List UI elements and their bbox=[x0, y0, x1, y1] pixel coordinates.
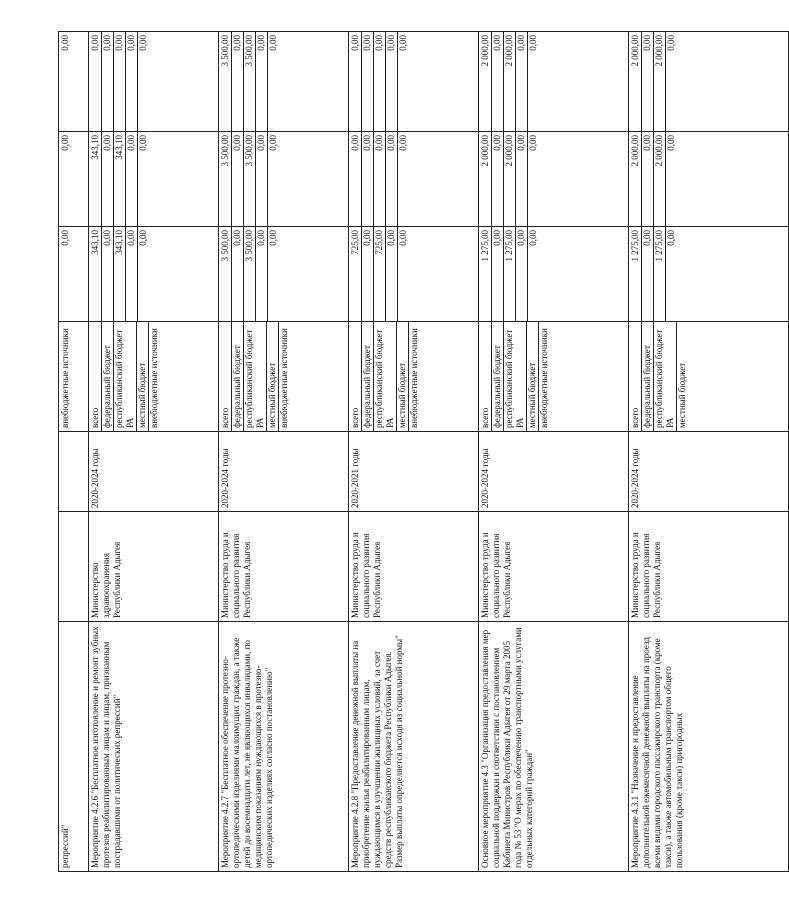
value-cell bbox=[479, 132, 629, 227]
value: 2 000,00 bbox=[504, 32, 516, 131]
value: 3 500,00 bbox=[220, 32, 232, 131]
value: 0,00 bbox=[138, 230, 148, 246]
value: 725,00 bbox=[350, 227, 362, 321]
source-label: внебюджетные источники bbox=[409, 328, 419, 428]
table-row bbox=[629, 32, 789, 872]
value-cell bbox=[219, 32, 349, 132]
source-cell bbox=[59, 322, 89, 432]
period-cell: 2020-2024 годы bbox=[479, 432, 629, 512]
value-cell bbox=[349, 132, 479, 227]
value: 2 000,00 bbox=[480, 32, 492, 131]
value: 2 000,00 bbox=[654, 132, 666, 226]
measure-cell: Мероприятие 4.2.8 "Предоставление денежной выплаты на приобретение жилья реабилитированным лицам, нуждающимся в улучшении жилищных условий, за счет средств республиканского бюджета Республики Адыгея. Размер выплаты определяется исходя из социальной нормы" bbox=[349, 622, 479, 872]
source-label: республиканский бюджет РА bbox=[654, 322, 677, 431]
source-label: федеральный бюджет bbox=[232, 322, 244, 431]
value: 3 500,00 bbox=[244, 32, 256, 131]
value: 0,00 bbox=[666, 230, 676, 246]
value-cell bbox=[89, 132, 219, 227]
value: 2 000,00 bbox=[480, 132, 492, 226]
measure-cell: Мероприятие 4.2.7 "Бесплатное обеспечение протезно-ортопедическими изделиями малоимущих граждан, а также детей до восемнадцати лет, не являющихся инвалидами, по медицинским показаниям нуждающихся в протезно-ортопедических изделиях согласно постановлению" bbox=[219, 622, 349, 872]
value: 1 275,00 bbox=[480, 227, 492, 321]
value: 0,00 bbox=[268, 35, 278, 51]
value: 2 000,00 bbox=[504, 132, 516, 226]
source-label: республиканский бюджет РА bbox=[374, 322, 397, 431]
value: 3 500,00 bbox=[244, 227, 256, 321]
value-cell: 0,00 bbox=[59, 132, 89, 227]
source-label: республиканский бюджет РА bbox=[244, 322, 267, 431]
value-cell bbox=[629, 227, 789, 322]
source-label: всего bbox=[480, 322, 492, 431]
table-row bbox=[349, 32, 479, 872]
value-cell: 0,00 bbox=[59, 32, 89, 132]
value: 0,00 bbox=[232, 32, 244, 131]
measure-cell: Мероприятие 4.3.1 "Назначение и предоставление дополнительной ежемесячной денежной выплаты на проезд всеми видами городского пассажирского транспорта (кроме такси), а также автомобильным транспортом общего пользования (кроме такси) пригородных bbox=[629, 622, 789, 872]
value: 0,00 bbox=[350, 32, 362, 131]
value: 0,00 bbox=[350, 132, 362, 226]
value: 0,00 bbox=[492, 132, 504, 226]
value: 0,00 bbox=[232, 227, 244, 321]
source-label: внебюджетные источники bbox=[149, 328, 159, 428]
value-cell bbox=[629, 32, 789, 132]
source-label: местный бюджет bbox=[267, 322, 279, 431]
period-cell: 2020-2021 годы bbox=[349, 432, 479, 512]
executor-cell bbox=[59, 512, 89, 622]
table-row bbox=[219, 32, 349, 872]
value: 0,00 bbox=[126, 32, 138, 131]
source-label: всего bbox=[630, 322, 642, 431]
value: 0,00 bbox=[528, 35, 538, 51]
value: 3 500,00 bbox=[244, 132, 256, 226]
source-label: республиканский бюджет РА bbox=[114, 322, 137, 431]
executor-cell: Министерство труда и социального развития Республики Адыгея bbox=[349, 512, 479, 622]
value: 0,00 bbox=[138, 135, 148, 151]
value: 0,00 bbox=[492, 32, 504, 131]
executor-cell: Министерство труда и социального развития Республики Адыгея bbox=[219, 512, 349, 622]
executor-cell: Министерство здравоохранения Республики Адыгея bbox=[89, 512, 219, 622]
budget-table bbox=[58, 31, 789, 872]
source-label: федеральный бюджет bbox=[642, 322, 654, 431]
value: 2 000,00 bbox=[630, 32, 642, 131]
source-cell bbox=[479, 322, 629, 432]
value: 0,00 bbox=[256, 227, 268, 321]
source-label: внебюджетные источники bbox=[539, 328, 549, 428]
value: 0,00 bbox=[666, 35, 676, 51]
value: 1 275,00 bbox=[654, 227, 666, 321]
value: 343,10 bbox=[114, 132, 126, 226]
rotated-table-wrapper bbox=[58, 32, 687, 872]
measure-cell: репрессий" bbox=[59, 622, 89, 872]
table-row bbox=[89, 32, 219, 872]
value: 0,00 bbox=[386, 132, 398, 226]
value: 0,00 bbox=[398, 135, 408, 151]
value: 0,00 bbox=[516, 227, 528, 321]
source-cell bbox=[629, 322, 789, 432]
value: 0,00 bbox=[666, 135, 676, 151]
value: 0,00 bbox=[268, 135, 278, 151]
value: 0,00 bbox=[374, 32, 386, 131]
value: 2 000,00 bbox=[630, 132, 642, 226]
value-cell bbox=[479, 227, 629, 322]
measure-cell: Мероприятие 4.2.6 "Бесплатное изготовление и ремонт зубных протезов реабилитированным лицам и лицам, признанным пострадавшими от политических репрессий" bbox=[89, 622, 219, 872]
source-cell bbox=[349, 322, 479, 432]
value: 0,00 bbox=[516, 32, 528, 131]
value: 0,00 bbox=[102, 32, 114, 131]
value: 0,00 bbox=[386, 227, 398, 321]
period-cell: 2020-2024 годы bbox=[219, 432, 349, 512]
value: 1 275,00 bbox=[504, 227, 516, 321]
source-label: всего bbox=[220, 322, 232, 431]
value: 0,00 bbox=[232, 132, 244, 226]
value: 3 500,00 bbox=[220, 132, 232, 226]
value-cell bbox=[219, 227, 349, 322]
value-cell: 0,00 bbox=[59, 227, 89, 322]
value: 0,00 bbox=[126, 227, 138, 321]
value: 0,00 bbox=[492, 227, 504, 321]
value: 343,10 bbox=[90, 227, 102, 321]
value: 1 275,00 bbox=[630, 227, 642, 321]
source-label: внебюджетные источники bbox=[279, 328, 289, 428]
value: 0,00 bbox=[362, 32, 374, 131]
value: 0,00 bbox=[102, 227, 114, 321]
value: 0,00 bbox=[528, 230, 538, 246]
value: 0,00 bbox=[362, 132, 374, 226]
source-label: всего bbox=[90, 322, 102, 431]
value-cell bbox=[629, 132, 789, 227]
value: 0,00 bbox=[374, 132, 386, 226]
value: 725,00 bbox=[374, 227, 386, 321]
source-label: местный бюджет bbox=[137, 322, 149, 431]
value: 0,00 bbox=[528, 135, 538, 151]
period-cell: 2020-2024 годы bbox=[629, 432, 789, 512]
value: 0,00 bbox=[114, 32, 126, 131]
value-cell bbox=[219, 132, 349, 227]
value: 2 000,00 bbox=[654, 32, 666, 131]
value: 0,00 bbox=[642, 227, 654, 321]
value: 0,00 bbox=[138, 35, 148, 51]
period-cell: 2020-2024 годы bbox=[89, 432, 219, 512]
value: 0,00 bbox=[386, 32, 398, 131]
source-label: федеральный бюджет bbox=[492, 322, 504, 431]
value: 343,10 bbox=[114, 227, 126, 321]
value-cell bbox=[89, 32, 219, 132]
source-label: республиканский бюджет РА bbox=[504, 322, 527, 431]
source-label: местный бюджет bbox=[527, 322, 539, 431]
value: 0,00 bbox=[256, 132, 268, 226]
source-label: федеральный бюджет bbox=[362, 322, 374, 431]
measure-cell: Основное мероприятие 4.3 "Организация предоставления мер социальной поддержки в соответствии с постановлением Кабинета Министров Республики Адыгея от 29 марта 2005 года № 53 "О мерах по обеспечению транспортными услугами отдельных категорий граждан" bbox=[479, 622, 629, 872]
source-label: местный бюджет bbox=[677, 362, 687, 428]
source-label: местный бюджет bbox=[397, 322, 409, 431]
executor-cell: Министерство труда и социального развития Республики Адыгея bbox=[629, 512, 789, 622]
value: 0,00 bbox=[268, 230, 278, 246]
value: 0,00 bbox=[398, 230, 408, 246]
value-cell bbox=[349, 227, 479, 322]
value: 0,00 bbox=[516, 132, 528, 226]
source-cell bbox=[219, 322, 349, 432]
value-cell bbox=[89, 227, 219, 322]
value-cell bbox=[349, 32, 479, 132]
source-label: внебюджетные bbox=[60, 370, 70, 428]
value: 0,00 bbox=[126, 132, 138, 226]
value: 0,00 bbox=[642, 32, 654, 131]
period-cell bbox=[59, 432, 89, 512]
source-label: федеральный бюджет bbox=[102, 322, 114, 431]
value: 343,10 bbox=[90, 132, 102, 226]
table-body bbox=[59, 32, 789, 872]
value: 0,00 bbox=[90, 32, 102, 131]
value: 0,00 bbox=[256, 32, 268, 131]
value: 0,00 bbox=[642, 132, 654, 226]
value: 0,00 bbox=[398, 35, 408, 51]
source-label: всего bbox=[350, 322, 362, 431]
value: 0,00 bbox=[362, 227, 374, 321]
value-cell bbox=[479, 32, 629, 132]
value: 3 500,00 bbox=[220, 227, 232, 321]
source-label: источники bbox=[60, 328, 70, 369]
executor-cell: Министерство труда и социального развития Республики Адыгея bbox=[479, 512, 629, 622]
table-row bbox=[479, 32, 629, 872]
value: 0,00 bbox=[102, 132, 114, 226]
source-cell bbox=[89, 322, 219, 432]
table-row bbox=[59, 32, 89, 872]
